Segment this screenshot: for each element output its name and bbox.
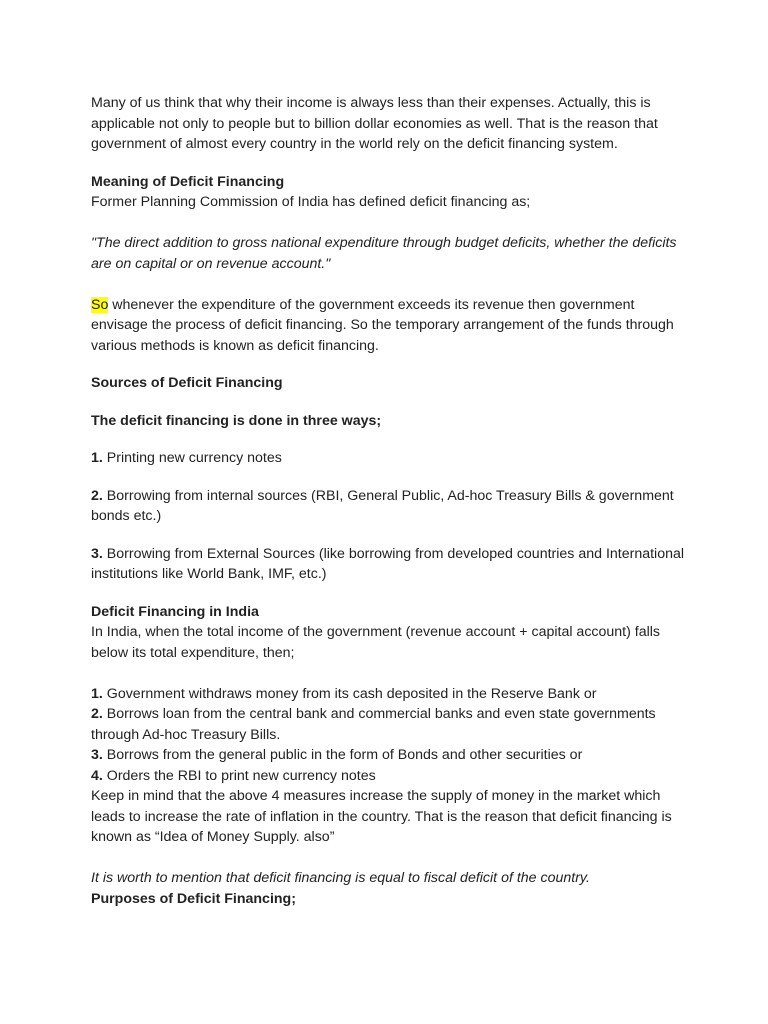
list-number: 1. (91, 685, 103, 702)
india-heading: Deficit Financing in India (91, 603, 259, 620)
list-text: Borrows loan from the central bank and commercial banks and even state governments through Ad-hoc Treasury Bills. (91, 706, 656, 743)
list-text: Borrowing from internal sources (RBI, General Public, Ad-hoc Treasury Bills & government bonds etc.) (91, 487, 674, 524)
sources-list-item (91, 486, 691, 527)
sources-list-item (91, 448, 691, 469)
document-body (91, 93, 691, 909)
definition-quote: "The direct addition to gross national expenditure through budget deficits, whether the deficits are on capital or on revenue account." (91, 235, 677, 272)
india-note: Keep in mind that the above 4 measures increase the supply of money in the market which leads to increase the rate of inflation in the country. That is the reason that deficit financing is known as “Idea of Money Supply. also” (91, 788, 672, 845)
india-lead: In India, when the total income of the government (revenue account + capital account) falls below its total expenditure, then; (91, 624, 661, 661)
sources-heading: Sources of Deficit Financing (91, 375, 283, 391)
list-text: Government withdraws money from its cash deposited in the Reserve Bank or (102, 685, 597, 702)
india-list-item (91, 684, 691, 705)
intro-paragraph: Many of us think that why their income is always less than their expenses. Actually, this is applicable not only to people but to billion dollar economies as well. That is the reason that government of almost every country in the world rely on the deficit financing system. (91, 95, 658, 152)
list-text: Borrowing from External Sources (like borrowing from developed countries and International institutions like World Bank, IMF, etc.) (91, 545, 685, 582)
list-text: Printing new currency notes (102, 450, 282, 466)
meaning-paragraph (91, 295, 691, 357)
list-text: Orders the RBI to print new currency notes (102, 767, 376, 784)
india-list-item (91, 745, 691, 766)
sources-subheading: The deficit financing is done in three ways; (91, 412, 382, 429)
india-list-item (91, 704, 691, 745)
list-number: 2. (91, 487, 103, 504)
meaning-lead: Former Planning Commission of India has defined deficit financing as; (91, 194, 531, 210)
list-number: 4. (91, 767, 103, 784)
meaning-paragraph-text: whenever the expenditure of the government exceeds its revenue then government envisage the process of deficit financing. So the temporary arrangement of the funds through various methods is known as deficit financing. (91, 296, 674, 354)
fiscal-deficit-remark: It is worth to mention that deficit financing is equal to fiscal deficit of the country. (91, 870, 590, 886)
list-text: Borrows from the general public in the form of Bonds and other securities or (102, 747, 583, 763)
highlighted-word: So (91, 296, 109, 313)
list-number: 3. (91, 545, 103, 562)
list-number: 3. (91, 747, 103, 763)
purposes-heading: Purposes of Deficit Financing; (91, 890, 296, 907)
india-list-item (91, 766, 691, 787)
sources-list-item (91, 544, 691, 585)
meaning-heading: Meaning of Deficit Financing (91, 173, 285, 190)
list-number: 1. (91, 450, 103, 466)
list-number: 2. (91, 706, 103, 722)
